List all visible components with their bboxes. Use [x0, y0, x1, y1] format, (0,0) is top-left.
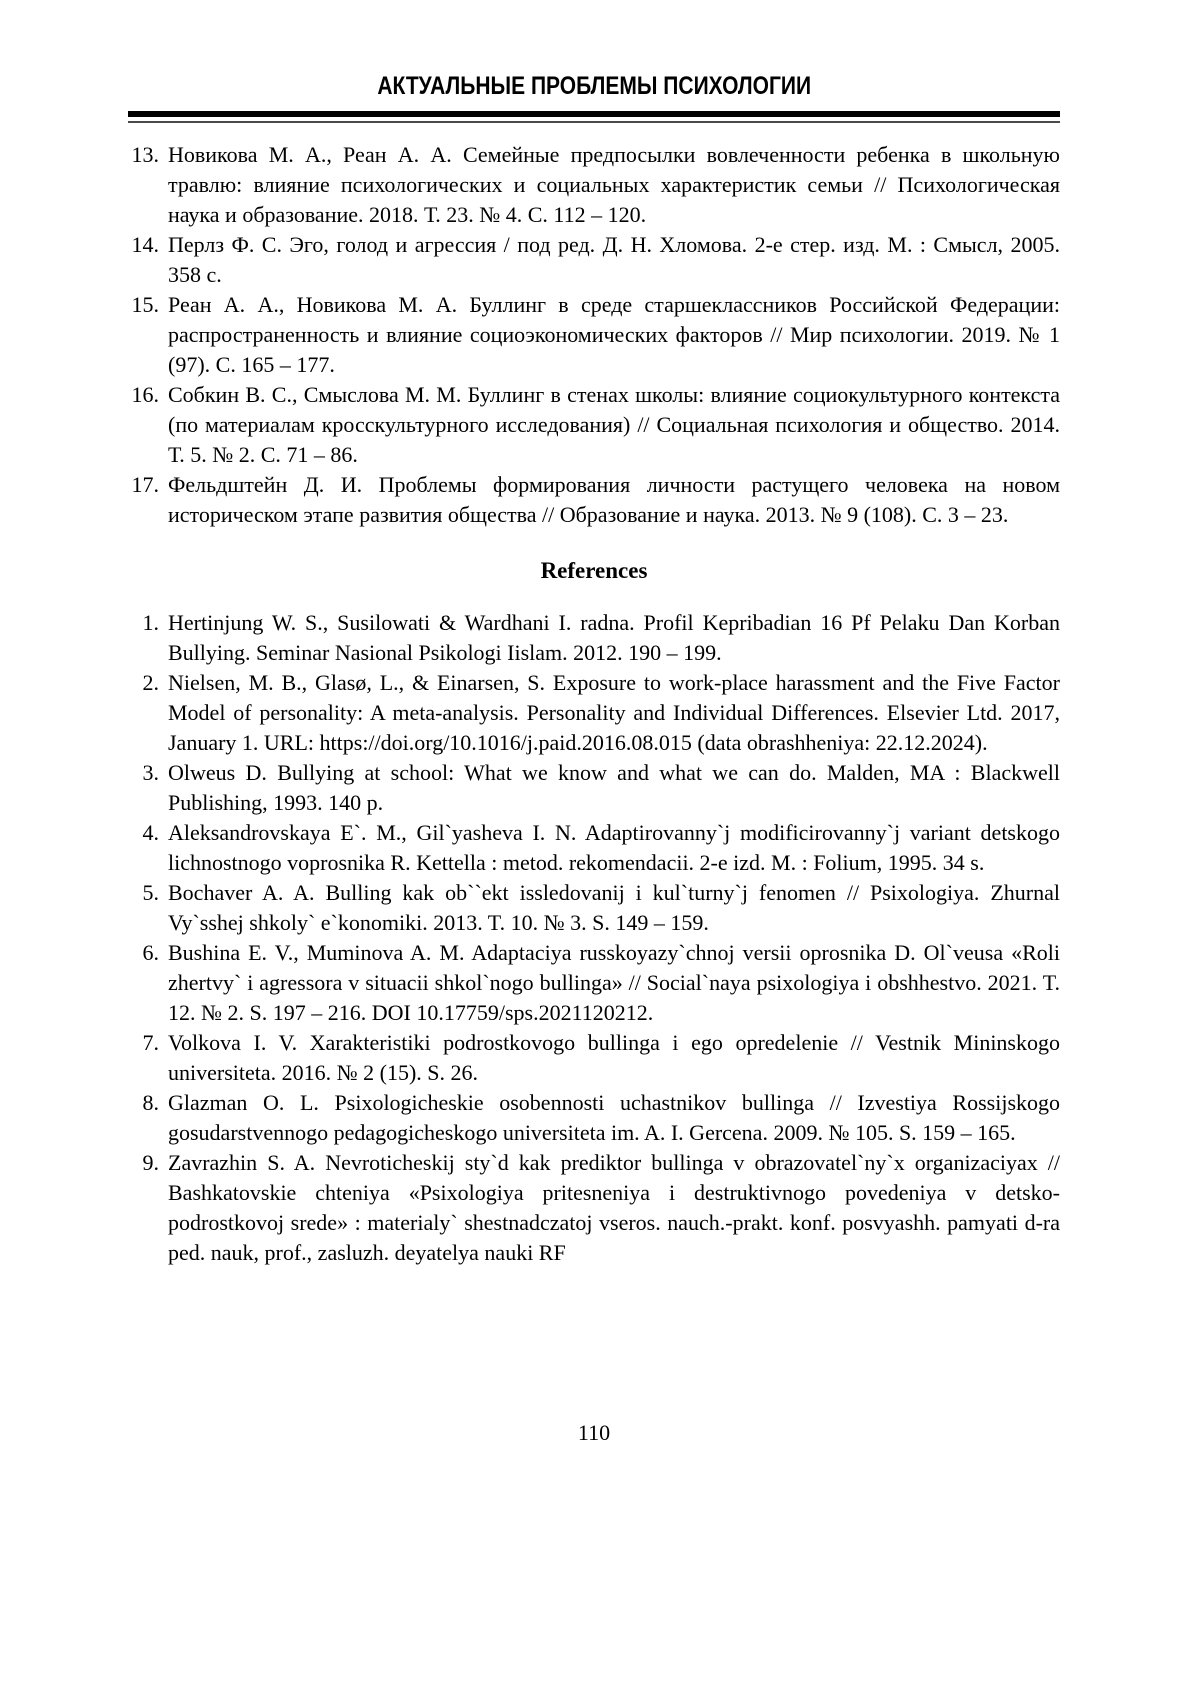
reference-number: 6.	[142, 940, 159, 965]
reference-text: Volkova I. V. Xarakteristiki podrostkovogo bullinga i ego opredelenie // Vestnik Mininskogo universiteta. 2016. № 2 (15). S. 26.	[168, 1030, 1060, 1085]
reference-number: 9.	[142, 1150, 159, 1175]
reference-text: Zavrazhin S. A. Nevroticheskij sty`d kak prediktor bullinga v obrazovatel`ny`x organizaciyax // Bashkatovskie chteniya «Psixologiya pritesneniya i destruktivnogo povedeniya v detsko-podrostkovoj srede» : materialy` shestnadczatoj vseros. nauch.-prakt. konf. posvyashh. pamyati d-ra ped. nauk, prof., zasluzh. deyatelya nauki RF	[168, 1150, 1060, 1265]
running-header-title	[128, 72, 1060, 100]
reference-item-14	[131, 230, 1060, 290]
header-rule	[128, 111, 1060, 123]
reference-item-1	[142, 608, 1060, 668]
reference-text: Bochaver A. A. Bulling kak ob``ekt issledovanij i kul`turny`j fenomen // Psixologiya. Zhurnal Vy`sshej shkoly` e`konomiki. 2013. T. 10. № 3. S. 149 – 159.	[168, 880, 1060, 935]
reference-number: 13.	[131, 142, 159, 167]
reference-number: 14.	[131, 232, 159, 257]
reference-number: 15.	[131, 292, 159, 317]
reference-list-transliterated	[128, 608, 1060, 1268]
page-content	[128, 72, 1060, 1268]
reference-item-6	[142, 938, 1060, 1028]
reference-number: 3.	[142, 760, 159, 785]
reference-text: Hertinjung W. S., Susilowati & Wardhani I. radna. Profil Kepribadian 16 Pf Pelaku Dan Korban Bullying. Seminar Nasional Psikologi Iislam. 2012. 190 – 199.	[168, 610, 1060, 665]
reference-item-7	[142, 1028, 1060, 1088]
reference-text: Реан А. А., Новикова М. А. Буллинг в среде старшеклассников Российской Федерации: распространенность и влияние социоэкономических факторов // Мир психологии. 2019. № 1 (97). С. 165 – 177.	[168, 292, 1060, 377]
reference-item-17	[131, 470, 1060, 530]
reference-item-2	[142, 668, 1060, 758]
reference-text: Bushina E. V., Muminova A. M. Adaptaciya russkoyazy`chnoj versii oprosnika D. Ol`veusa «Roli zhertvy` i agressora v situacii shkol`nogo bullinga» // Social`naya psixologiya i obshhestvo. 2021. T. 12. № 2. S. 197 – 216. DOI 10.17759/sps.2021120212.	[168, 940, 1060, 1025]
reference-text: Перлз Ф. С. Эго, голод и агрессия / под ред. Д. Н. Хломова. 2-е стер. изд. М. : Смысл, 2005. 358 с.	[168, 232, 1060, 287]
reference-item-4	[142, 818, 1060, 878]
reference-text: Aleksandrovskaya E`. M., Gil`yasheva I. N. Adaptirovanny`j modificirovanny`j variant detskogo lichnostnogo voprosnika R. Kettella : metod. rekomendacii. 2-e izd. M. : Folium, 1995. 34 s.	[168, 820, 1060, 875]
page-number: 110	[577, 1420, 611, 1445]
reference-item-3	[142, 758, 1060, 818]
reference-number: 16.	[131, 382, 159, 407]
reference-text: Собкин В. С., Смыслова М. М. Буллинг в стенах школы: влияние социокультурного контекста (по материалам кросскультурного исследования) // Социальная психология и общество. 2014. Т. 5. № 2. С. 71 – 86.	[168, 382, 1060, 467]
reference-number: 8.	[142, 1090, 159, 1115]
reference-number: 5.	[142, 880, 159, 905]
reference-list-russian	[128, 140, 1060, 530]
header-rule-thin-line	[128, 121, 1060, 123]
reference-item-9	[142, 1148, 1060, 1268]
reference-text: Новикова М. А., Реан А. А. Семейные предпосылки вовлеченности ребенка в школьную травлю: влияние психологических и социальных характеристик семьи // Психологическая наука и образование. 2018. Т. 23. № 4. С. 112 – 120.	[168, 142, 1060, 227]
reference-item-16	[131, 380, 1060, 470]
reference-number: 4.	[142, 820, 159, 845]
reference-text: Olweus D. Bullying at school: What we know and what we can do. Malden, MA : Blackwell Publishing, 1993. 140 p.	[168, 760, 1060, 815]
references-section-heading: References	[540, 558, 648, 583]
reference-item-8	[142, 1088, 1060, 1148]
reference-number: 17.	[131, 472, 159, 497]
reference-number: 7.	[142, 1030, 159, 1055]
reference-item-15	[131, 290, 1060, 380]
reference-item-5	[142, 878, 1060, 938]
reference-text: Nielsen, M. B., Glasø, L., & Einarsen, S. Exposure to work-place harassment and the Five Factor Model of personality: A meta-analysis. Personality and Individual Differences. Elsevier Ltd. 2017, January 1. URL: https://doi.org/10.1016/j.paid.2016.08.015 (data obrashheniya: 22.12.2024).	[168, 670, 1060, 755]
reference-item-13	[131, 140, 1060, 230]
reference-text: Glazman O. L. Psixologicheskie osobennosti uchastnikov bullinga // Izvestiya Rossijskogo gosudarstvennogo pedagogicheskogo universiteta im. A. I. Gercena. 2009. № 105. S. 159 – 165.	[168, 1090, 1060, 1145]
reference-number: 1.	[142, 610, 159, 635]
header-rule-thick-line	[128, 111, 1060, 117]
reference-number: 2.	[142, 670, 159, 695]
running-header-title-text: АКТУАЛЬНЫЕ ПРОБЛЕМЫ ПСИХОЛОГИИ	[377, 72, 811, 100]
reference-text: Фельдштейн Д. И. Проблемы формирования личности растущего человека на новом историческом этапе развития общества // Образование и наука. 2013. № 9 (108). С. 3 – 23.	[168, 472, 1060, 527]
